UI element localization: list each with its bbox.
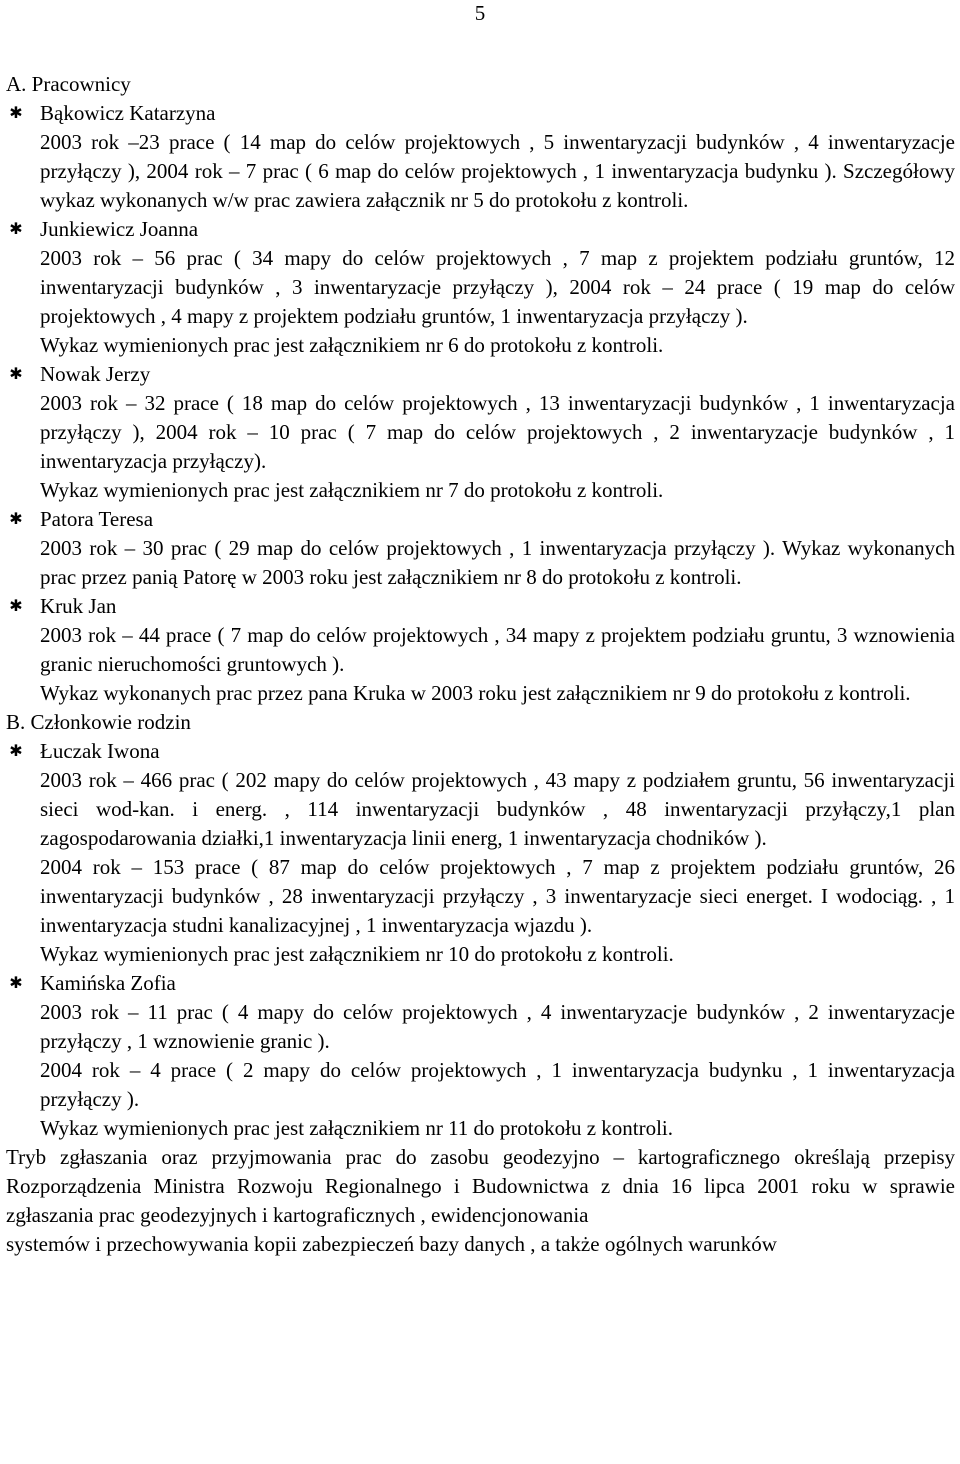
person-entry [6, 592, 955, 708]
closing-text: Tryb zgłaszania oraz przyjmowania prac do zasobu geodezyjno – kartograficznego określają przepisy Rozporządzenia Ministra Rozwoju Regionalnego i Budownictwa z dnia 16 lipca 2001 roku w sprawie zgłaszania prac geodezyjnych i kartograficznych , ewidencjonowania [6, 1145, 955, 1227]
attachment-note: Wykaz wymienionych prac jest załącznikiem nr 7 do protokołu z kontroli. [40, 478, 664, 502]
asterisk-bullet-icon: ✱ [9, 975, 23, 992]
work-summary: 2003 rok – 466 prac ( 202 mapy do celów projektowych , 43 mapy z podziałem gruntu, 56 inwentaryzacji sieci wod-kan. i energ. , 114 inwentaryzacji budynków , 48 inwentaryzacji przyłączy,1 plan zagospodarowania działki,1 inwentaryzacja linii energ, 1 inwentaryzacja chodników ). [40, 768, 955, 850]
person-entry [6, 215, 955, 360]
work-summary: 2003 rok –23 prace ( 14 map do celów projektowych , 5 inwentaryzacji budynków , 4 inwentaryzacje przyłączy ), 2004 rok – 7 prac ( 6 map do celów projektowych , 1 inwentaryzacja budynku ). Szczegółowy wykaz wykonanych w/w prac zawiera załącznik nr 5 do protokołu z kontroli. [40, 130, 955, 212]
person-name: Bąkowicz Katarzyna [40, 101, 216, 125]
person-name: Kamińska Zofia [40, 971, 176, 995]
section-a-title: Pracownicy [31, 72, 131, 96]
page-number: 5 [474, 1, 486, 25]
asterisk-bullet-icon: ✱ [9, 105, 23, 122]
attachment-note: Wykaz wymienionych prac jest załącznikiem nr 11 do protokołu z kontroli. [40, 1116, 674, 1140]
work-summary: 2003 rok – 56 prac ( 34 mapy do celów projektowych , 7 map z projektem podziału gruntów, 12 inwentaryzacji budynków , 3 inwentaryzacje przyłączy ), 2004 rok – 24 prace ( 19 map do celów projektowych , 4 mapy z projektem podziału gruntów, 1 inwentaryzacja przyłączy ). [40, 246, 955, 328]
section-a-heading [6, 70, 955, 99]
work-summary: 2004 rok – 153 prace ( 87 map do celów projektowych , 7 map z projektem podziału gruntów, 26 inwentaryzacji budynków , 28 inwentaryzacji przyłączy , 3 inwentaryzacje sieci energet. I wodociąg. , 1 inwentaryzacja studni kanalizacyjnej , 1 inwentaryzacja wjazdu ). [40, 855, 955, 937]
closing-paragraph [6, 1143, 955, 1259]
person-entry [6, 505, 955, 592]
person-name: Junkiewicz Joanna [40, 217, 199, 241]
person-name: Łuczak Iwona [40, 739, 160, 763]
section-b-heading [6, 708, 955, 737]
work-summary: 2003 rok – 44 prace ( 7 map do celów projektowych , 34 mapy z projektem podziału gruntu, 3 wznowienia granic nieruchomości gruntowych ). [40, 623, 955, 676]
work-summary: 2003 rok – 30 prac ( 29 map do celów projektowych , 1 inwentaryzacja przyłączy ). Wykaz wykonanych prac przez panią Patorę w 2003 roku jest załącznikiem nr 8 do protokołu z kontroli. [40, 536, 955, 589]
closing-text-tail: systemów i przechowywania kopii zabezpieczeń bazy danych , a także ogólnych warunków [6, 1232, 777, 1256]
attachment-note: Wykaz wymienionych prac jest załącznikiem nr 10 do protokołu z kontroli. [40, 942, 674, 966]
asterisk-bullet-icon: ✱ [9, 221, 23, 238]
attachment-note: Wykaz wymienionych prac jest załącznikiem nr 6 do protokołu z kontroli. [40, 333, 664, 357]
person-name: Kruk Jan [40, 594, 117, 618]
work-summary: 2003 rok – 32 prace ( 18 map do celów projektowych , 13 inwentaryzacji budynków , 1 inwentaryzacja przyłączy ), 2004 rok – 10 prac ( 7 map do celów projektowych , 2 inwentaryzacje budynków , 1 inwentaryzacja przyłączy). [40, 391, 955, 473]
attachment-note: Wykaz wykonanych prac przez pana Kruka w 2003 roku jest załącznikiem nr 9 do protokołu z kontroli. [40, 681, 911, 705]
work-summary: 2004 rok – 4 prace ( 2 mapy do celów projektowych , 1 inwentaryzacja budynku , 1 inwentaryzacja przyłączy ). [40, 1058, 955, 1111]
asterisk-bullet-icon: ✱ [9, 743, 23, 760]
asterisk-bullet-icon: ✱ [9, 511, 23, 528]
person-entry [6, 737, 955, 969]
person-entry [6, 360, 955, 505]
asterisk-bullet-icon: ✱ [9, 598, 23, 615]
document-body [6, 70, 955, 1259]
person-name: Nowak Jerzy [40, 362, 151, 386]
person-entry [6, 99, 955, 215]
section-b-title: Członkowie rodzin [30, 710, 191, 734]
person-name: Patora Teresa [40, 507, 154, 531]
work-summary: 2003 rok – 11 prac ( 4 mapy do celów projektowych , 4 inwentaryzacje budynków , 2 inwentaryzacje przyłączy , 1 wznowienie granic ). [40, 1000, 955, 1053]
asterisk-bullet-icon: ✱ [9, 366, 23, 383]
person-entry [6, 969, 955, 1143]
section-a-label: A. [6, 72, 27, 96]
section-b-label: B. [6, 710, 26, 734]
